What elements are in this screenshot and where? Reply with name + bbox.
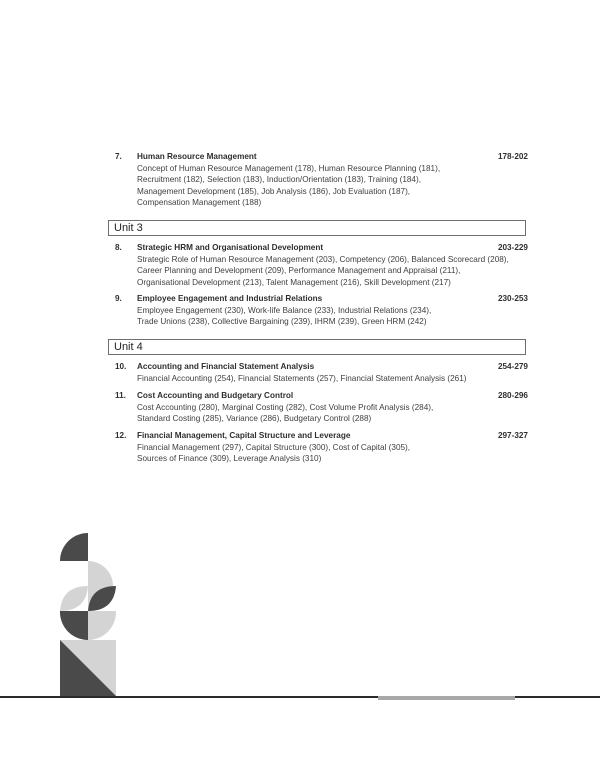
chapter-topics [115,163,528,209]
topic-line: Cost Accounting (280), Marginal Costing (282), Cost Volume Profit Analysis (284), [137,402,434,412]
chapter-title: Employee Engagement and Industrial Relations [137,294,323,303]
topic-line: Strategic Role of Human Resource Management (203), Competency (206), Balanced Scorecard (208), [137,254,509,264]
decorative-motif [0,0,130,700]
toc-entry-chapter-10[interactable] [115,361,528,384]
chapter-topics [115,305,528,328]
topic-line: Trade Unions (238), Collective Bargaining (239), IHRM (239), Green HRM (242) [137,317,427,327]
topic-line: Compensation Management (188) [137,198,262,208]
topic-line: Organisational Development (213), Talent Management (216), Skill Development (217) [137,277,451,287]
chapter-topics [115,442,528,465]
topic-line: Recruitment (182), Selection (183), Induction/Orientation (183), Training (184), [137,175,421,185]
toc-entry-chapter-7[interactable] [115,151,528,209]
chapter-title: Human Resource Management [137,152,257,161]
chapter-page-range: 254-279 [497,362,528,371]
chapter-title: Financial Management, Capital Structure and Leverage [137,431,351,440]
topic-line: Standard Costing (285), Variance (286), Budgetary Control (288) [137,414,372,424]
topic-line: Financial Management (297), Capital Structure (300), Cost of Capital (305), [137,442,411,452]
chapter-topics [115,254,528,289]
chapter-title: Cost Accounting and Budgetary Control [137,391,294,400]
chapter-topics [115,402,528,425]
topic-line: Employee Engagement (230), Work-life Balance (233), Industrial Relations (234), [137,305,432,315]
topic-line: Concept of Human Resource Management (178), Human Resource Planning (181), [137,163,441,173]
dark-quarter-shape [60,611,88,640]
chapter-number: 11. [115,391,126,400]
chapter-title: Accounting and Financial Statement Analysis [137,362,315,371]
chapter-topics [115,373,528,385]
chapter-page-range: 230-253 [497,294,528,303]
dark-half-circle-shape [60,533,88,561]
topic-line: Sources of Finance (309), Leverage Analysis (310) [137,454,322,464]
toc-entry-chapter-9[interactable] [115,293,528,328]
toc-entry-chapter-12[interactable] [115,430,528,465]
chapter-page-range: 280-296 [497,391,528,400]
chapter-number: 7. [115,152,122,161]
light-quarter-shape [88,611,116,640]
chapter-number: 12. [115,431,127,440]
topic-line: Career Planning and Development (209), Performance Management and Appraisal (211), [137,266,461,276]
toc-entry-chapter-11[interactable] [115,390,528,425]
chapter-number: 9. [115,294,122,303]
unit-heading: Unit 3 [108,220,526,236]
topic-line: Management Development (185), Job Analysis (186), Job Evaluation (187), [137,186,411,196]
chapter-title: Strategic HRM and Organisational Development [137,243,324,252]
footer-accent-bar [378,696,515,700]
chapter-number: 10. [115,362,127,371]
toc-entry-chapter-8[interactable] [115,242,528,288]
unit-heading: Unit 4 [108,339,526,355]
topic-line: Financial Accounting (254), Financial Statements (257), Financial Statement Analysis (261) [137,373,467,383]
chapter-number: 8. [115,243,122,252]
chapter-page-range: 297-327 [497,431,528,440]
chapter-page-range: 203-229 [497,243,528,252]
light-leaf-shape [60,586,88,611]
chapter-page-range: 178-202 [497,152,528,161]
